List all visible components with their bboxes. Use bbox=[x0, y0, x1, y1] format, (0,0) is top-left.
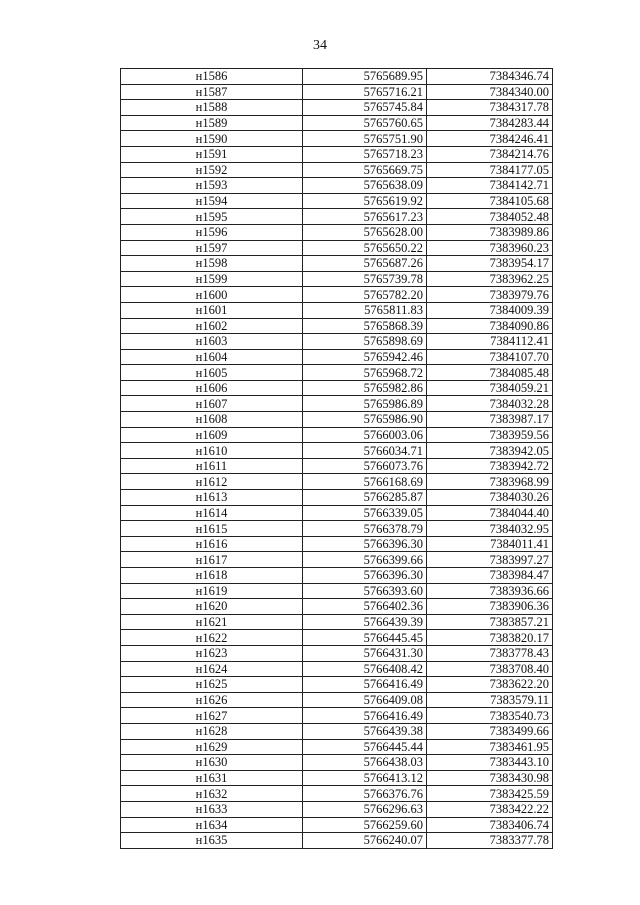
table-row bbox=[121, 271, 553, 287]
table-row bbox=[121, 708, 553, 724]
table-row bbox=[121, 224, 553, 240]
point-id-cell: н1586 bbox=[121, 69, 303, 85]
point-id-cell: н1616 bbox=[121, 536, 303, 552]
point-id-cell: н1603 bbox=[121, 334, 303, 350]
y-coordinate-cell: 7383820.17 bbox=[427, 630, 553, 646]
y-coordinate-cell: 7383954.17 bbox=[427, 256, 553, 272]
point-id-cell: н1590 bbox=[121, 131, 303, 147]
y-coordinate-cell: 7384030.26 bbox=[427, 490, 553, 506]
point-id-cell: н1632 bbox=[121, 786, 303, 802]
x-coordinate-cell: 5765898.69 bbox=[303, 334, 427, 350]
x-coordinate-cell: 5766396.30 bbox=[303, 568, 427, 584]
point-id-cell: н1598 bbox=[121, 256, 303, 272]
table-row bbox=[121, 287, 553, 303]
x-coordinate-cell: 5766439.39 bbox=[303, 614, 427, 630]
x-coordinate-cell: 5765716.21 bbox=[303, 84, 427, 100]
table-row bbox=[121, 84, 553, 100]
point-id-cell: н1591 bbox=[121, 146, 303, 162]
x-coordinate-cell: 5766396.30 bbox=[303, 536, 427, 552]
table-row bbox=[121, 786, 553, 802]
y-coordinate-cell: 7384009.39 bbox=[427, 302, 553, 318]
y-coordinate-cell: 7383579.11 bbox=[427, 692, 553, 708]
y-coordinate-cell: 7384032.28 bbox=[427, 396, 553, 412]
y-coordinate-cell: 7384059.21 bbox=[427, 380, 553, 396]
x-coordinate-cell: 5765739.78 bbox=[303, 271, 427, 287]
point-id-cell: н1628 bbox=[121, 723, 303, 739]
y-coordinate-cell: 7383936.66 bbox=[427, 583, 553, 599]
x-coordinate-cell: 5766431.30 bbox=[303, 645, 427, 661]
x-coordinate-cell: 5766168.69 bbox=[303, 474, 427, 490]
point-id-cell: н1593 bbox=[121, 178, 303, 194]
y-coordinate-cell: 7384107.70 bbox=[427, 349, 553, 365]
y-coordinate-cell: 7384177.05 bbox=[427, 162, 553, 178]
point-id-cell: н1597 bbox=[121, 240, 303, 256]
y-coordinate-cell: 7383425.59 bbox=[427, 786, 553, 802]
point-id-cell: н1623 bbox=[121, 645, 303, 661]
x-coordinate-cell: 5765619.92 bbox=[303, 193, 427, 209]
point-id-cell: н1604 bbox=[121, 349, 303, 365]
y-coordinate-cell: 7383942.05 bbox=[427, 443, 553, 459]
table-row bbox=[121, 193, 553, 209]
table-row bbox=[121, 817, 553, 833]
table-row bbox=[121, 115, 553, 131]
y-coordinate-cell: 7384317.78 bbox=[427, 100, 553, 116]
point-id-cell: н1625 bbox=[121, 677, 303, 693]
table-row bbox=[121, 474, 553, 490]
point-id-cell: н1613 bbox=[121, 490, 303, 506]
table-row bbox=[121, 427, 553, 443]
point-id-cell: н1599 bbox=[121, 271, 303, 287]
table-row bbox=[121, 146, 553, 162]
point-id-cell: н1610 bbox=[121, 443, 303, 459]
table-row bbox=[121, 490, 553, 506]
table-row bbox=[121, 833, 553, 849]
y-coordinate-cell: 7384214.76 bbox=[427, 146, 553, 162]
table-row bbox=[121, 131, 553, 147]
point-id-cell: н1608 bbox=[121, 412, 303, 428]
x-coordinate-cell: 5766408.42 bbox=[303, 661, 427, 677]
table-row bbox=[121, 412, 553, 428]
x-coordinate-cell: 5766285.87 bbox=[303, 490, 427, 506]
y-coordinate-cell: 7383959.56 bbox=[427, 427, 553, 443]
x-coordinate-cell: 5766003.06 bbox=[303, 427, 427, 443]
x-coordinate-cell: 5765968.72 bbox=[303, 365, 427, 381]
x-coordinate-cell: 5766376.76 bbox=[303, 786, 427, 802]
table-row bbox=[121, 302, 553, 318]
x-coordinate-cell: 5765745.84 bbox=[303, 100, 427, 116]
point-id-cell: н1635 bbox=[121, 833, 303, 849]
x-coordinate-cell: 5765982.86 bbox=[303, 380, 427, 396]
table-row bbox=[121, 209, 553, 225]
y-coordinate-cell: 7384085.48 bbox=[427, 365, 553, 381]
y-coordinate-cell: 7384142.71 bbox=[427, 178, 553, 194]
point-id-cell: н1634 bbox=[121, 817, 303, 833]
point-id-cell: н1622 bbox=[121, 630, 303, 646]
y-coordinate-cell: 7383540.73 bbox=[427, 708, 553, 724]
x-coordinate-cell: 5765650.22 bbox=[303, 240, 427, 256]
y-coordinate-cell: 7383377.78 bbox=[427, 833, 553, 849]
point-id-cell: н1602 bbox=[121, 318, 303, 334]
x-coordinate-cell: 5765868.39 bbox=[303, 318, 427, 334]
point-id-cell: н1629 bbox=[121, 739, 303, 755]
y-coordinate-cell: 7383987.17 bbox=[427, 412, 553, 428]
x-coordinate-cell: 5766416.49 bbox=[303, 708, 427, 724]
point-id-cell: н1589 bbox=[121, 115, 303, 131]
point-id-cell: н1588 bbox=[121, 100, 303, 116]
x-coordinate-cell: 5766259.60 bbox=[303, 817, 427, 833]
y-coordinate-cell: 7383857.21 bbox=[427, 614, 553, 630]
y-coordinate-cell: 7384052.48 bbox=[427, 209, 553, 225]
x-coordinate-cell: 5766438.03 bbox=[303, 755, 427, 771]
x-coordinate-cell: 5765782.20 bbox=[303, 287, 427, 303]
x-coordinate-cell: 5766393.60 bbox=[303, 583, 427, 599]
point-id-cell: н1600 bbox=[121, 287, 303, 303]
point-id-cell: н1605 bbox=[121, 365, 303, 381]
table-row bbox=[121, 505, 553, 521]
x-coordinate-cell: 5765628.00 bbox=[303, 224, 427, 240]
x-coordinate-cell: 5765617.23 bbox=[303, 209, 427, 225]
point-id-cell: н1609 bbox=[121, 427, 303, 443]
x-coordinate-cell: 5766240.07 bbox=[303, 833, 427, 849]
y-coordinate-cell: 7383979.76 bbox=[427, 287, 553, 303]
x-coordinate-cell: 5765689.95 bbox=[303, 69, 427, 85]
x-coordinate-cell: 5766339.05 bbox=[303, 505, 427, 521]
y-coordinate-cell: 7384090.86 bbox=[427, 318, 553, 334]
table-row bbox=[121, 443, 553, 459]
y-coordinate-cell: 7383960.23 bbox=[427, 240, 553, 256]
x-coordinate-cell: 5766409.08 bbox=[303, 692, 427, 708]
y-coordinate-cell: 7383406.74 bbox=[427, 817, 553, 833]
table-row bbox=[121, 162, 553, 178]
point-id-cell: н1633 bbox=[121, 801, 303, 817]
y-coordinate-cell: 7383443.10 bbox=[427, 755, 553, 771]
table-row bbox=[121, 521, 553, 537]
point-id-cell: н1620 bbox=[121, 599, 303, 615]
x-coordinate-cell: 5765760.65 bbox=[303, 115, 427, 131]
y-coordinate-cell: 7383942.72 bbox=[427, 458, 553, 474]
y-coordinate-cell: 7383708.40 bbox=[427, 661, 553, 677]
y-coordinate-cell: 7384032.95 bbox=[427, 521, 553, 537]
point-id-cell: н1612 bbox=[121, 474, 303, 490]
table-row bbox=[121, 100, 553, 116]
table-row bbox=[121, 318, 553, 334]
point-id-cell: н1606 bbox=[121, 380, 303, 396]
point-id-cell: н1601 bbox=[121, 302, 303, 318]
y-coordinate-cell: 7383778.43 bbox=[427, 645, 553, 661]
y-coordinate-cell: 7383997.27 bbox=[427, 552, 553, 568]
table-row bbox=[121, 536, 553, 552]
y-coordinate-cell: 7384105.68 bbox=[427, 193, 553, 209]
y-coordinate-cell: 7384346.74 bbox=[427, 69, 553, 85]
x-coordinate-cell: 5766073.76 bbox=[303, 458, 427, 474]
x-coordinate-cell: 5765687.26 bbox=[303, 256, 427, 272]
point-id-cell: н1587 bbox=[121, 84, 303, 100]
point-id-cell: н1614 bbox=[121, 505, 303, 521]
x-coordinate-cell: 5766445.45 bbox=[303, 630, 427, 646]
table-row bbox=[121, 69, 553, 85]
table-row bbox=[121, 645, 553, 661]
point-id-cell: н1592 bbox=[121, 162, 303, 178]
point-id-cell: н1617 bbox=[121, 552, 303, 568]
table-row bbox=[121, 614, 553, 630]
x-coordinate-cell: 5766445.44 bbox=[303, 739, 427, 755]
table-row bbox=[121, 692, 553, 708]
y-coordinate-cell: 7383962.25 bbox=[427, 271, 553, 287]
y-coordinate-cell: 7383968.99 bbox=[427, 474, 553, 490]
table-row bbox=[121, 739, 553, 755]
point-id-cell: н1619 bbox=[121, 583, 303, 599]
y-coordinate-cell: 7383989.86 bbox=[427, 224, 553, 240]
table-row bbox=[121, 770, 553, 786]
table-row bbox=[121, 458, 553, 474]
x-coordinate-cell: 5765811.83 bbox=[303, 302, 427, 318]
table-row bbox=[121, 349, 553, 365]
point-id-cell: н1615 bbox=[121, 521, 303, 537]
x-coordinate-cell: 5765986.90 bbox=[303, 412, 427, 428]
x-coordinate-cell: 5766439.38 bbox=[303, 723, 427, 739]
y-coordinate-cell: 7383984.47 bbox=[427, 568, 553, 584]
x-coordinate-cell: 5766034.71 bbox=[303, 443, 427, 459]
y-coordinate-cell: 7383430.98 bbox=[427, 770, 553, 786]
table-row bbox=[121, 630, 553, 646]
x-coordinate-cell: 5765986.89 bbox=[303, 396, 427, 412]
point-id-cell: н1595 bbox=[121, 209, 303, 225]
table-row bbox=[121, 677, 553, 693]
point-id-cell: н1607 bbox=[121, 396, 303, 412]
y-coordinate-cell: 7383461.95 bbox=[427, 739, 553, 755]
y-coordinate-cell: 7384246.41 bbox=[427, 131, 553, 147]
table-row bbox=[121, 365, 553, 381]
point-id-cell: н1626 bbox=[121, 692, 303, 708]
table-row bbox=[121, 599, 553, 615]
table-row bbox=[121, 723, 553, 739]
point-id-cell: н1627 bbox=[121, 708, 303, 724]
x-coordinate-cell: 5766416.49 bbox=[303, 677, 427, 693]
point-id-cell: н1630 bbox=[121, 755, 303, 771]
point-id-cell: н1611 bbox=[121, 458, 303, 474]
y-coordinate-cell: 7384340.00 bbox=[427, 84, 553, 100]
y-coordinate-cell: 7384283.44 bbox=[427, 115, 553, 131]
point-id-cell: н1621 bbox=[121, 614, 303, 630]
table-row bbox=[121, 240, 553, 256]
y-coordinate-cell: 7383422.22 bbox=[427, 801, 553, 817]
point-id-cell: н1618 bbox=[121, 568, 303, 584]
x-coordinate-cell: 5765669.75 bbox=[303, 162, 427, 178]
x-coordinate-cell: 5766296.63 bbox=[303, 801, 427, 817]
y-coordinate-cell: 7383906.36 bbox=[427, 599, 553, 615]
x-coordinate-cell: 5765942.46 bbox=[303, 349, 427, 365]
table-row bbox=[121, 334, 553, 350]
point-id-cell: н1594 bbox=[121, 193, 303, 209]
table-row bbox=[121, 396, 553, 412]
table-row bbox=[121, 552, 553, 568]
table-row bbox=[121, 380, 553, 396]
coordinates-table-body bbox=[121, 69, 553, 849]
x-coordinate-cell: 5765751.90 bbox=[303, 131, 427, 147]
table-row bbox=[121, 568, 553, 584]
x-coordinate-cell: 5766378.79 bbox=[303, 521, 427, 537]
coordinates-table bbox=[120, 68, 553, 849]
point-id-cell: н1624 bbox=[121, 661, 303, 677]
table-row bbox=[121, 801, 553, 817]
y-coordinate-cell: 7384112.41 bbox=[427, 334, 553, 350]
x-coordinate-cell: 5765638.09 bbox=[303, 178, 427, 194]
table-row bbox=[121, 178, 553, 194]
point-id-cell: н1596 bbox=[121, 224, 303, 240]
x-coordinate-cell: 5766402.36 bbox=[303, 599, 427, 615]
y-coordinate-cell: 7384044.40 bbox=[427, 505, 553, 521]
table-row bbox=[121, 661, 553, 677]
x-coordinate-cell: 5766413.12 bbox=[303, 770, 427, 786]
x-coordinate-cell: 5765718.23 bbox=[303, 146, 427, 162]
table-row bbox=[121, 583, 553, 599]
point-id-cell: н1631 bbox=[121, 770, 303, 786]
x-coordinate-cell: 5766399.66 bbox=[303, 552, 427, 568]
page-number: 34 bbox=[313, 38, 327, 53]
table-row bbox=[121, 755, 553, 771]
y-coordinate-cell: 7383622.20 bbox=[427, 677, 553, 693]
y-coordinate-cell: 7383499.66 bbox=[427, 723, 553, 739]
table-row bbox=[121, 256, 553, 272]
y-coordinate-cell: 7384011.41 bbox=[427, 536, 553, 552]
